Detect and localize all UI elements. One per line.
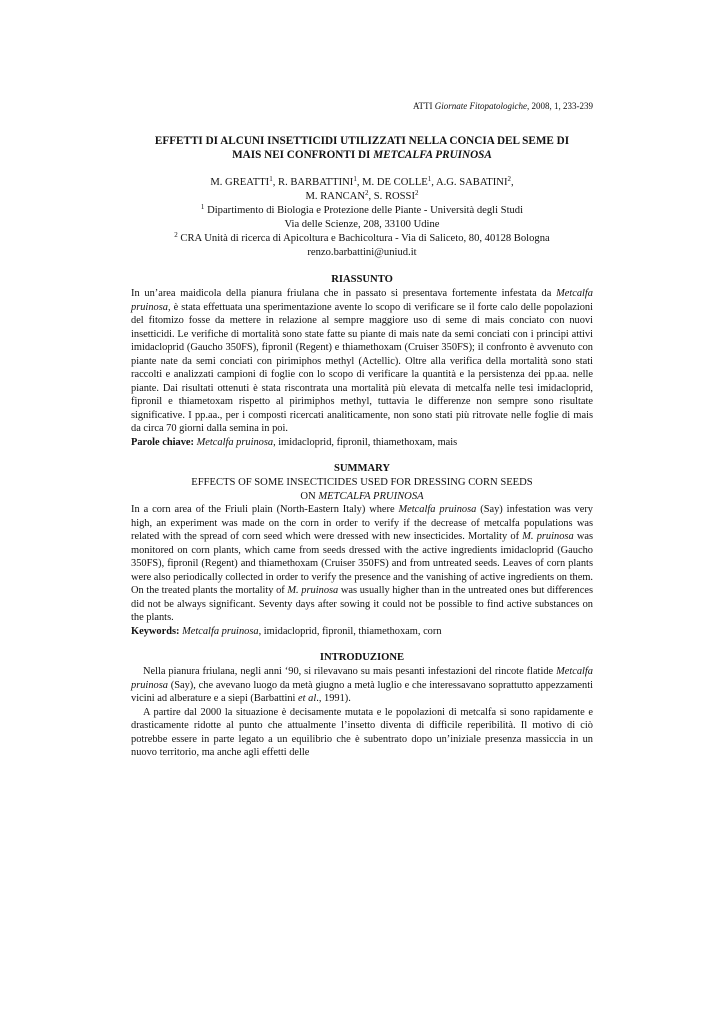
author-affil-mark: 1 (427, 175, 432, 183)
riassunto-body (131, 287, 593, 436)
affiliation-1 (131, 204, 593, 218)
title-line-1: EFFETTI DI ALCUNI INSETTICIDI UTILIZZATI NELLA CONCIA DEL SEME DI (154, 135, 570, 147)
affiliations (131, 204, 593, 260)
author: , M. DE COLLE (356, 177, 428, 188)
journal-name: Giornate Fitopatologiche (434, 101, 527, 111)
summary-heading: SUMMARY (333, 463, 391, 474)
keywords-label: Parole chiave: (131, 436, 194, 448)
summary-title-line-2 (131, 490, 593, 504)
species-name: M. pruinosa (287, 585, 339, 596)
species-name: Metcalfa pruinosa (131, 666, 593, 691)
title-line-2 (131, 148, 593, 162)
title-species: METCALFA PRUINOSA (373, 149, 492, 161)
summary-title-line-1: EFFECTS OF SOME INSECTICIDES USED FOR DRESSING CORN SEEDS (191, 477, 533, 488)
summary-text: (Say) infestation was very high, an experiment was made on the corn in order to verify if the decrease of metcalfa populations was related with the spread of corn seed which were dressed with new insecticides. Mortality of (131, 504, 593, 542)
summary-text: was monitored on corn plants, which came from seeds dressed with the active ingredients imidacloprid (Gaucho 350FS), fipronil (Regent) and thiamethoxam (Cruiser 350FS) and from untreated seeds. Leaves of corn plants were also periodically collected in order to verify the presence and the vanishing of active ingredients on them. On the treated plants the mortality of (131, 531, 593, 596)
author: , A.G. SABATINI (431, 177, 508, 188)
authors-line-1 (131, 176, 593, 190)
author-list (131, 176, 593, 204)
author-affil-mark: 1 (353, 175, 357, 183)
title-line-2-text: MAIS NEI CONFRONTI DI (232, 149, 374, 161)
affiliation-2-text: CRA Unità di ricerca di Apicoltura e Bachicoltura - Via di Saliceto, 80, 40128 Bologna (177, 233, 550, 244)
authors-line-2 (131, 190, 593, 204)
intro-text: ., 1991). (316, 693, 351, 704)
author: M. RANCAN (305, 191, 365, 202)
species-name: METCALFA PRUINOSA (318, 490, 424, 502)
author-affil-mark: 2 (364, 189, 369, 197)
journal-citation (131, 100, 593, 112)
author-affil-mark: 2 (507, 175, 511, 183)
species-name: Metcalfa pruinosa (398, 504, 477, 515)
affil-mark: 2 (174, 231, 178, 239)
summary-title-text: ON (300, 490, 319, 502)
summary-keywords (131, 625, 593, 639)
author-separator: , (511, 177, 514, 188)
affil-mark: 1 (200, 203, 205, 211)
paper-title (131, 134, 593, 162)
summary-text: was usually higher than in the untreated ones but differences did not be always significant. Seventy days after sowing it could not be possible to find active substances on the plants. (131, 585, 593, 623)
introduzione-paragraph-2: A partire dal 2000 la situazione è decisamente mutata e le popolazioni di metcalfa si sono rapidamente e drasticamente ridotte al punto che attualmente l’insetto diventa di difficile reperibilità. Il motivo di ciò potrebbe essere in parte legato a un equilibrio che è subentrato dopo un’iniziale presenza massiccia in un nuovo territorio, ma anche agli effetti delle (131, 706, 593, 758)
intro-text: Nella pianura friulana, negli anni ‘90, si rilevavano su mais pesanti infestazioni del rincote flatide (143, 666, 557, 677)
citation-etal: et al (298, 693, 317, 704)
contact-email: renzo.barbattini@uniud.it (307, 247, 417, 258)
introduzione-paragraph-1 (131, 665, 593, 706)
species-name: Metcalfa pruinosa, (131, 288, 593, 313)
keywords-text: , imidacloprid, fipronil, thiamethoxam, mais (273, 436, 458, 448)
journal-prefix: ATTI (413, 101, 435, 111)
riassunto-text: In un’area maidicola della pianura friulana che in passato si presentava fortemente infestata da (131, 288, 557, 299)
author: , R. BARBATTINI (272, 177, 354, 188)
author: M. GREATTI (210, 177, 270, 188)
author-affil-mark: 1 (269, 175, 273, 183)
species-name: Metcalfa pruinosa (182, 625, 259, 637)
intro-text: (Say), che avevano luogo da metà giugno a metà luglio e che interessavano soprattutto appezzamenti vicini ad alberature e a siepi (Barbattini (131, 679, 593, 704)
riassunto-heading: RIASSUNTO (331, 274, 393, 285)
affiliation-1-address: Via delle Scienze, 208, 33100 Udine (284, 219, 440, 230)
summary-body (131, 503, 593, 625)
author: , S. ROSSI (368, 191, 415, 202)
keywords-text: , imidacloprid, fipronil, thiamethoxam, corn (258, 625, 442, 637)
species-name: M. pruinosa (522, 531, 574, 542)
riassunto-text: è stata effettuata una sperimentazione avente lo scopo di verificare se il forte calo delle popolazioni del fitomizo fosse da mettere in relazione al sempre maggiore uso di seme di mais conciato con nuovi insetticidi. Le verifiche di mortalità sono state fatte su piante di mais nate da semi conciati con i principi attivi imidacloprid (Gaucho 350FS), fipronil (Regent) e thiamethoxam (Cruiser 350FS); il confronto è avvenuto con piante nate da semi conciati con pirimiphos methyl (Actellic). Oltre alla verifica della mortalità sono stati raccolti e analizzati campioni di foglie con lo scopo di verificare la quantità e la persistenza dei pp.aa. nelle piante. Dai risultati ottenuti è stata riscontrata una mortalità più elevata di metcalfa nelle tesi imidacloprid, fipronil e thiametoxam rispetto al pirimiphos methyl, tuttavia le differenze non sempre sono risultate significative. I pp.aa., per i composti ricercati analiticamente, non sono stati più ritrovate nelle foglie di mais da circa 70 giorni dalla semina in poi. (131, 301, 593, 434)
keywords-label: Keywords: (131, 625, 180, 637)
species-name: Metcalfa pruinosa (196, 436, 274, 448)
riassunto-keywords (131, 436, 593, 450)
introduzione-heading: INTRODUZIONE (319, 652, 405, 663)
affiliation-1-text: Dipartimento di Biologia e Protezione delle Piante - Università degli Studi (204, 205, 524, 216)
author-affil-mark: 2 (414, 189, 419, 197)
journal-issue: , 2008, 1, 233-239 (527, 101, 593, 111)
affiliation-2 (131, 232, 593, 246)
summary-text: In a corn area of the Friuli plain (North-Eastern Italy) where (131, 504, 399, 515)
